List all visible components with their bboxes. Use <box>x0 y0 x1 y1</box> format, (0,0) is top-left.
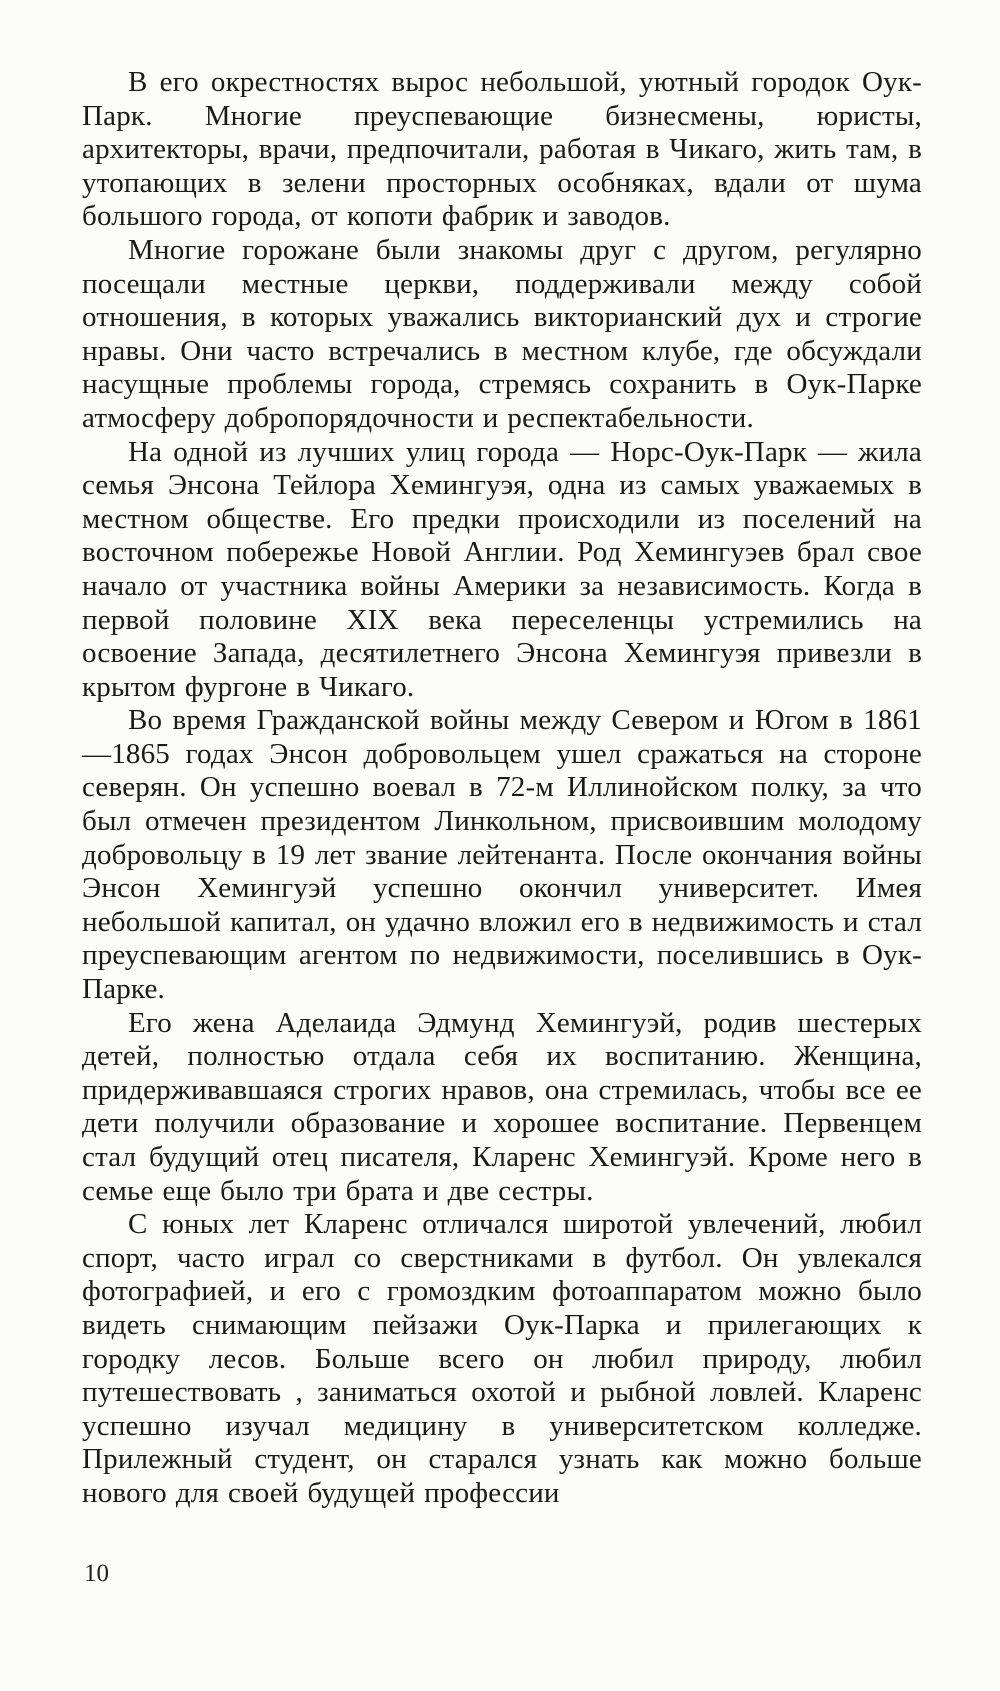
paragraph: Многие горожане были знакомы друг с другом, регулярно посещали местные церкви, поддерживали между собой отношения, в которых уважались викторианский дух и строгие нравы. Они часто встречались в местном клубе, где обсуждали насущные проблемы города, стремясь сохранить в Оук-Парке атмосферу добропорядочности и респектабельности. <box>82 233 922 434</box>
paragraph: Его жена Аделаида Эдмунд Хемингуэй, родив шестерых детей, полностью отдала себя их воспитанию. Женщина, придерживавшаяся строгих нравов, она стремилась, чтобы все ее дети получили образование и хорошее воспитание. Первенцем стал будущий отец писателя, Кларенс Хемингуэй. Кроме него в семье еще было три брата и две сестры. <box>82 1006 922 1207</box>
paragraph: На одной из лучших улиц города — Норс-Оук-Парк — жила семья Энсона Тейлора Хемингуэя, одна из самых уважаемых в местном обществе. Его предки происходили из поселений на восточном побережье Новой Англии. Род Хемингуэев брал свое начало от участника войны Америки за независимость. Когда в первой половине XIX века переселенцы устремились на освоение Запада, десятилетнего Энсона Хемингуэя привезли в крытом фургоне в Чикаго. <box>82 435 922 703</box>
paragraph: В его окрестностях вырос небольшой, уютный городок Оук-Парк. Многие преуспевающие бизнесмены, юристы, архитекторы, врачи, предпочитали, работая в Чикаго, жить там, в утопающих в зелени просторных особняках, вдали от шума большого города, от копоти фабрик и заводов. <box>82 66 922 233</box>
page-number: 10 <box>84 1560 109 1587</box>
page-text-block <box>82 66 922 1511</box>
paragraph: С юных лет Кларенс отличался широтой увлечений, любил спорт, часто играл со сверстниками в футбол. Он увлекался фотографией, и его с громоздким фотоаппаратом можно было видеть снимающим пейзажи Оук-Парка и прилегающих к городку лесов. Больше всего он любил природу, любил путешествовать , заниматься охотой и рыбной ловлей. Кларенс успешно изучал медицину в университетском колледже. Прилежный студент, он старался узнать как можно больше нового для своей будущей профессии <box>82 1208 922 1509</box>
paragraph: Во время Гражданской войны между Севером и Югом в 1861—1865 годах Энсон добровольцем ушел сражаться на стороне северян. Он успешно воевал в 72-м Иллинойском полку, за что был отмечен президентом Линкольном, присвоившим молодому добровольцу в 19 лет звание лейтенанта. После окончания войны Энсон Хемингуэй успешно окончил университет. Имея небольшой капитал, он удачно вложил его в недвижимость и стал преуспевающим агентом по недвижимости, поселившись в Оук-Парке. <box>82 704 922 1006</box>
